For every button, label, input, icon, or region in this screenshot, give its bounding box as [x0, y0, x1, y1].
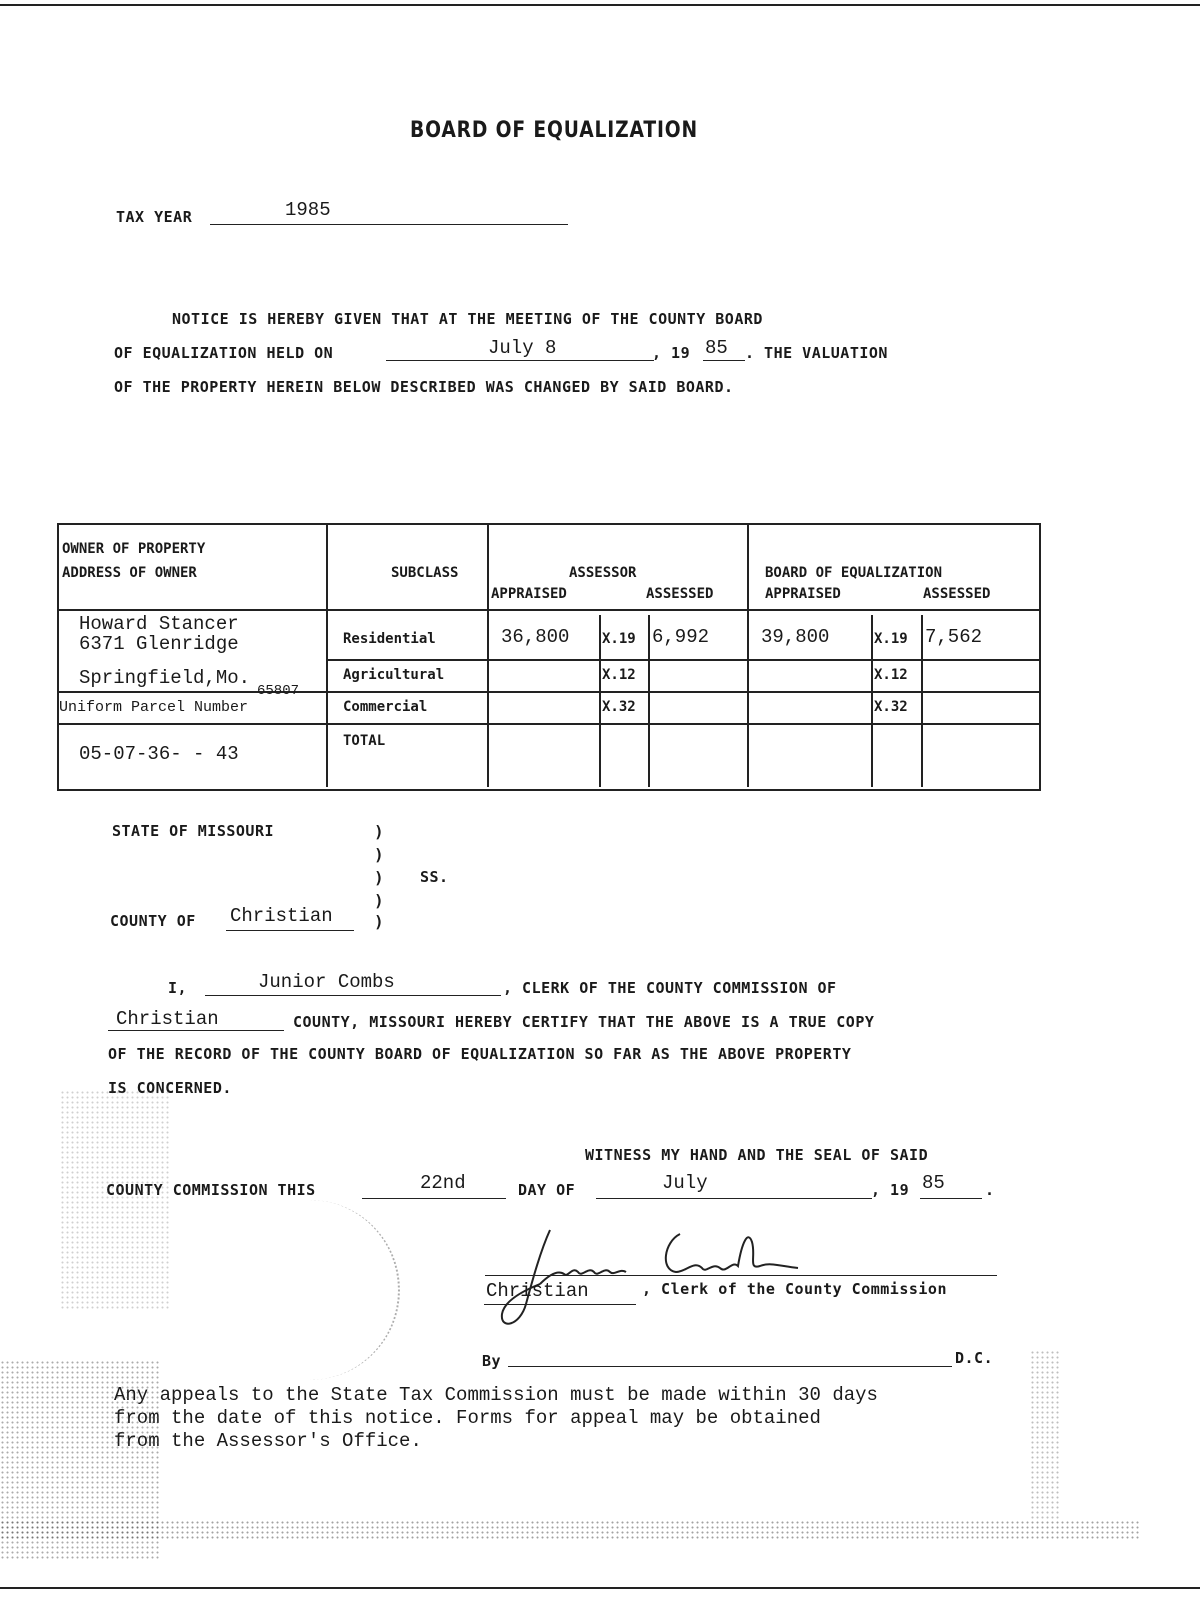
- tax-year-underline: [210, 224, 568, 225]
- commercial-assessor-rate: X.32: [602, 699, 636, 715]
- tax-year-value: 1985: [285, 199, 331, 221]
- meeting-year-suffix: 85: [705, 337, 728, 359]
- col-divider-subclass: [487, 525, 489, 787]
- col-divider-assessor-rate: [599, 615, 601, 787]
- dc-label: D.C.: [955, 1349, 994, 1367]
- meeting-date: July 8: [488, 337, 557, 359]
- scan-noise-bottom: [0, 1520, 1140, 1540]
- signature-county-value: Christian: [486, 1280, 589, 1302]
- notice-line-2-prefix: OF EQUALIZATION HELD ON: [114, 344, 334, 362]
- subclass-commercial: Commercial: [343, 699, 428, 715]
- notice-line-1: NOTICE IS HEREBY GIVEN THAT AT THE MEETING OF THE COUNTY BOARD: [172, 310, 763, 328]
- clerk-name-underline: [205, 995, 501, 996]
- scan-noise-left-upper: [60, 1090, 170, 1310]
- bottom-border-line: [0, 1587, 1200, 1589]
- witness-line-2-prefix: COUNTY COMMISSION THIS: [106, 1181, 316, 1199]
- row-divider-1: [326, 659, 1039, 661]
- col-divider-owner: [326, 525, 328, 787]
- venue-bracket-2: ): [374, 845, 384, 864]
- header-owner-line2: ADDRESS OF OWNER: [62, 565, 197, 581]
- signature-county-underline: [484, 1304, 636, 1305]
- cert-line-3: OF THE RECORD OF THE COUNTY BOARD OF EQUALIZATION SO FAR AS THE ABOVE PROPERTY: [108, 1045, 852, 1063]
- subclass-total: TOTAL: [343, 733, 386, 749]
- header-owner-line1: OWNER OF PROPERTY: [62, 541, 206, 557]
- subclass-agricultural: Agricultural: [343, 667, 445, 683]
- venue-bracket-1: ): [374, 822, 384, 841]
- witness-month-underline: [596, 1198, 872, 1199]
- tax-year-label: TAX YEAR: [116, 208, 193, 226]
- header-subclass: SUBCLASS: [391, 565, 459, 581]
- commercial-board-rate: X.32: [874, 699, 908, 715]
- residential-board-appraised: 39,800: [761, 626, 830, 648]
- witness-month: July: [662, 1172, 708, 1194]
- venue-bracket-5: ): [374, 912, 384, 931]
- venue-bracket-4: ): [374, 891, 384, 910]
- county-underline: [226, 930, 354, 931]
- signature-title: , Clerk of the County Commission: [642, 1280, 947, 1298]
- residential-board-assessed: 7,562: [925, 626, 983, 648]
- appeal-line-3: from the Assessor's Office.: [114, 1430, 422, 1452]
- parcel-number-label: Uniform Parcel Number: [59, 699, 249, 716]
- header-row-divider: [59, 609, 1039, 611]
- notice-line-2-suffix: . THE VALUATION: [745, 344, 888, 362]
- cert-i-label: I,: [168, 979, 188, 997]
- state-label: STATE OF MISSOURI: [112, 822, 275, 840]
- signature-line: [485, 1275, 997, 1276]
- witness-year-suffix: 85: [922, 1172, 945, 1194]
- residential-board-rate: X.19: [874, 631, 908, 647]
- county-seal-impression: [278, 1200, 400, 1380]
- appeal-line-1: Any appeals to the State Tax Commission must be made within 30 days: [114, 1384, 878, 1406]
- appeal-line-2: from the date of this notice. Forms for appeal may be obtained: [114, 1407, 821, 1429]
- owner-name: Howard Stancer: [79, 613, 239, 635]
- col-divider-board-rate: [871, 615, 873, 787]
- owner-city: Springfield,Mo.: [79, 667, 251, 689]
- owner-zip: 65807: [257, 683, 300, 699]
- witness-year-underline: [920, 1198, 982, 1199]
- agricultural-assessor-rate: X.12: [602, 667, 636, 683]
- meeting-year-underline: [703, 360, 745, 361]
- header-board-assessed: ASSESSED: [923, 586, 991, 602]
- county-label: COUNTY OF: [110, 912, 196, 930]
- row-divider-2: [59, 691, 1039, 693]
- agricultural-board-rate: X.12: [874, 667, 908, 683]
- owner-street: 6371 Glenridge: [79, 633, 239, 655]
- by-label: By: [482, 1352, 502, 1370]
- col-divider-board-assessed: [921, 615, 923, 787]
- header-assessor-assessed: ASSESSED: [646, 586, 714, 602]
- col-divider-assessor: [747, 525, 749, 787]
- residential-assessor-rate: X.19: [602, 631, 636, 647]
- witness-line-1: WITNESS MY HAND AND THE SEAL OF SAID: [585, 1146, 929, 1164]
- by-underline: [508, 1366, 952, 1367]
- parcel-number: 05-07-36- - 43: [79, 743, 239, 765]
- document-title: BOARD OF EQUALIZATION: [410, 118, 699, 143]
- header-board: BOARD OF EQUALIZATION: [765, 565, 943, 581]
- county-value: Christian: [230, 905, 333, 927]
- witness-year-prefix: , 19: [871, 1181, 910, 1199]
- clerk-name: Junior Combs: [258, 971, 395, 993]
- residential-assessor-assessed: 6,992: [652, 626, 710, 648]
- venue-bracket-3: ): [374, 868, 384, 887]
- notice-line-3: OF THE PROPERTY HEREIN BELOW DESCRIBED WAS CHANGED BY SAID BOARD.: [114, 378, 734, 396]
- witness-day-underline: [362, 1198, 506, 1199]
- witness-day-of: DAY OF: [518, 1181, 576, 1199]
- meeting-year-prefix: , 19: [652, 344, 691, 362]
- cert-line-2: COUNTY, MISSOURI HEREBY CERTIFY THAT THE ABOVE IS A TRUE COPY: [293, 1013, 875, 1031]
- row-divider-3: [59, 723, 1039, 725]
- header-board-appraised: APPRAISED: [765, 586, 841, 602]
- header-assessor-appraised: APPRAISED: [491, 586, 567, 602]
- cert-county-underline: [108, 1030, 284, 1031]
- cert-line-4: IS CONCERNED.: [108, 1079, 232, 1097]
- top-border-line: [0, 4, 1200, 6]
- meeting-date-underline: [386, 360, 654, 361]
- scan-noise-right: [1030, 1350, 1060, 1520]
- witness-end: .: [985, 1181, 995, 1199]
- residential-assessor-appraised: 36,800: [501, 626, 570, 648]
- ss-label: SS.: [420, 868, 449, 886]
- witness-day: 22nd: [420, 1172, 466, 1194]
- cert-line-1-suffix: , CLERK OF THE COUNTY COMMISSION OF: [503, 979, 837, 997]
- subclass-residential: Residential: [343, 631, 436, 647]
- col-divider-assessor-assessed: [648, 615, 650, 787]
- valuation-table: [57, 523, 1041, 791]
- clerk-signature: [480, 1222, 810, 1332]
- cert-county-value: Christian: [116, 1008, 219, 1030]
- header-assessor: ASSESSOR: [569, 565, 637, 581]
